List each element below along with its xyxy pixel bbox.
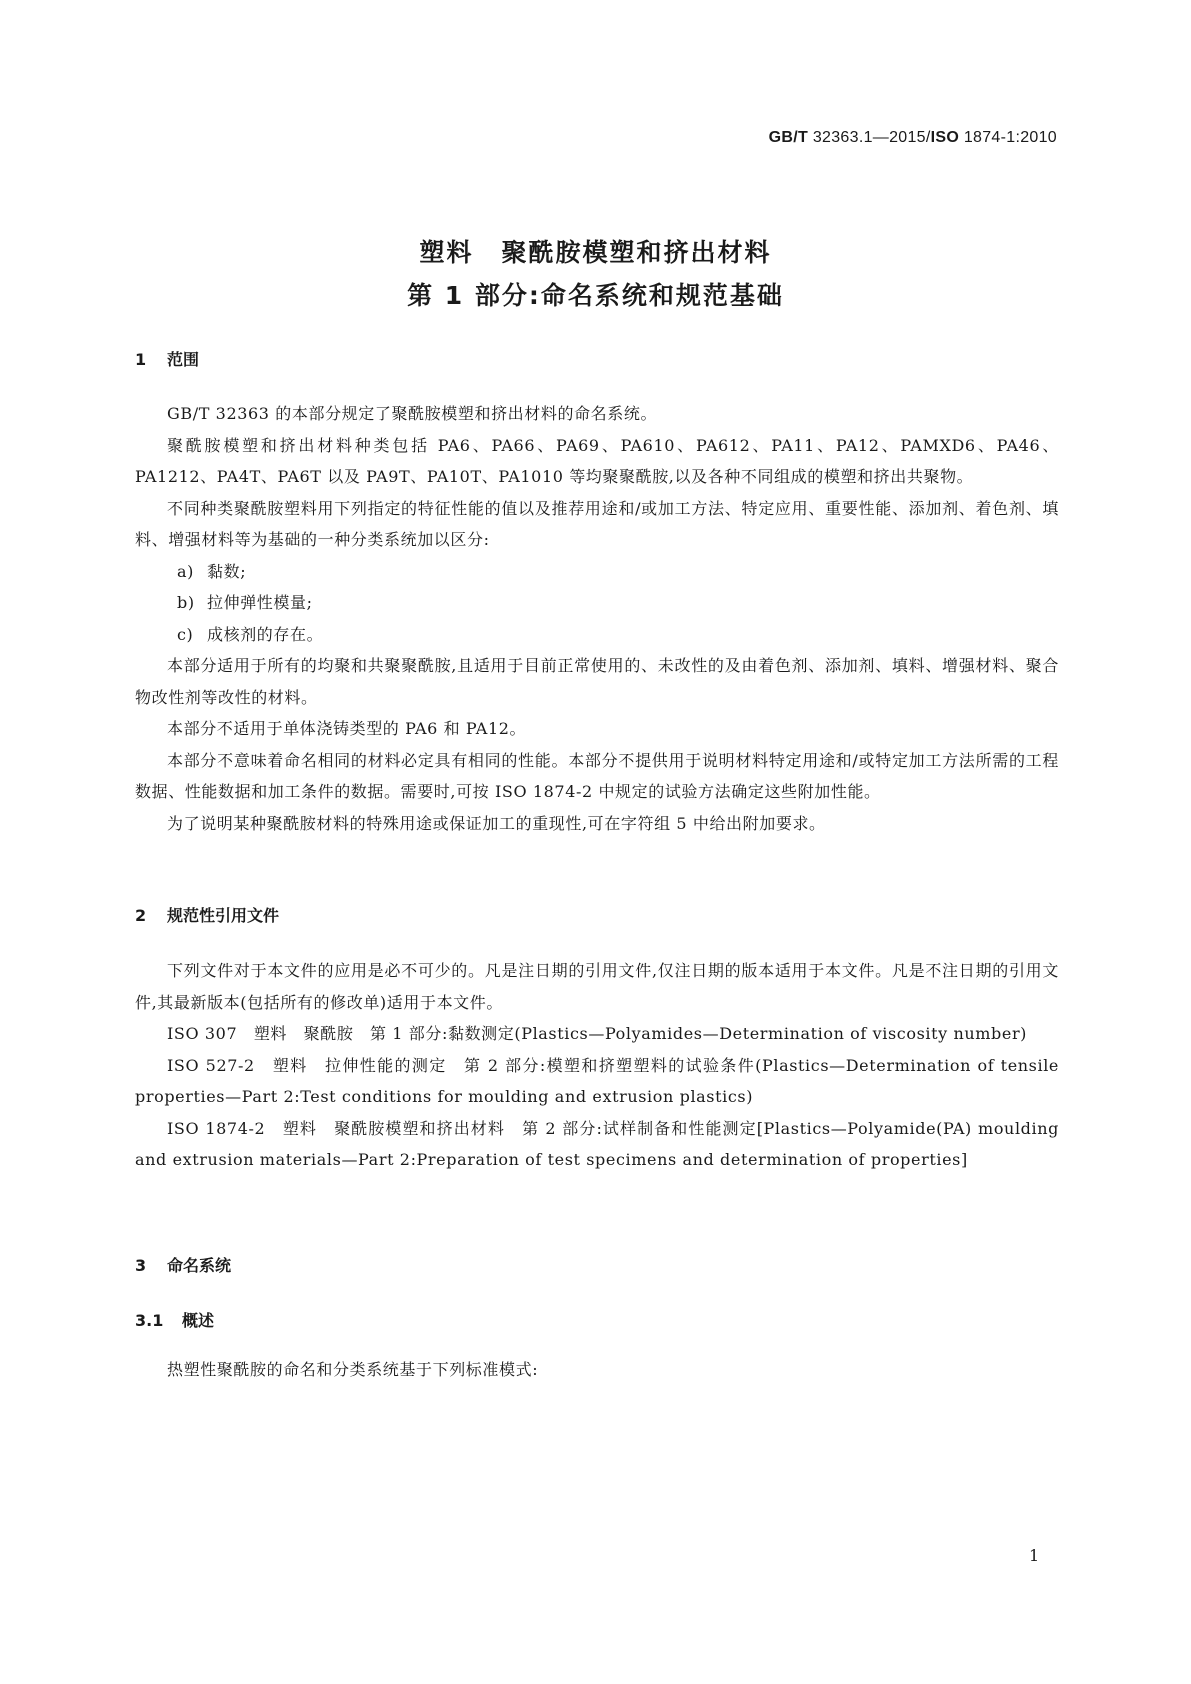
subsection-title: 概述: [182, 1311, 215, 1330]
std-number: 32363.1—2015/: [808, 129, 931, 146]
paragraph: 不同种类聚酰胺塑料用下列指定的特征性能的值以及推荐用途和/或加工方法、特定应用、重要性能、添加剂、着色剂、填料、增强材料等为基础的一种分类系统加以区分:: [135, 498, 1059, 549]
section-3-1-heading: [135, 1308, 214, 1331]
std-prefix: GB/T: [768, 129, 809, 146]
list-item: [135, 587, 1059, 619]
reference-item: ISO 307 塑料 聚酰胺 第 1 部分:黏数测定(Plastics—Polyamides—Determination of viscosity number): [167, 1024, 1028, 1043]
iso-number: 1874-1:2010: [959, 129, 1057, 146]
section-2-body: [135, 955, 1059, 1176]
document-title-line2: 第 1 部分:命名系统和规范基础: [407, 281, 784, 310]
paragraph: 为了说明某种聚酰胺材料的特殊用途或保证加工的重现性,可在字符组 5 中给出附加要求。: [167, 813, 826, 833]
list-item-text: 拉伸弹性模量;: [207, 593, 313, 612]
list-item: [135, 556, 1059, 588]
section-1-heading: [135, 347, 199, 370]
subsection-number: 3.1: [135, 1311, 164, 1330]
section-3-heading: [135, 1253, 231, 1276]
section-number: 1: [135, 350, 147, 369]
page-number: 1: [1029, 1546, 1040, 1565]
section-1-body: [135, 398, 1059, 839]
paragraph: 热塑性聚酰胺的命名和分类系统基于下列标准模式:: [167, 1360, 539, 1379]
paragraph: GB/T 32363 的本部分规定了聚酰胺模塑和挤出材料的命名系统。: [167, 404, 658, 423]
section-title: 规范性引用文件: [167, 906, 280, 925]
section-3-1-body: [135, 1354, 1059, 1386]
title-part2: 聚酰胺模塑和挤出材料: [501, 238, 772, 267]
list-item-label: a): [177, 561, 194, 581]
standard-code: [769, 129, 1057, 147]
document-title-line1: [0, 233, 1191, 269]
paragraph: 聚酰胺模塑和挤出材料种类包括 PA6、PA66、PA69、PA610、PA612、PA11、PA12、PAMXD6、PA46、PA1212、PA4T、PA6T 以及 PA9T、PA10T、PA1010 等均聚聚酰胺,以及各种不同组成的模塑和挤出共聚物。: [135, 435, 1059, 486]
list-item-label: b): [177, 593, 195, 612]
section-number: 2: [135, 906, 147, 925]
paragraph: 本部分适用于所有的均聚和共聚聚酰胺,且适用于目前正常使用的、未改性的及由着色剂、添加剂、填料、增强材料、聚合物改性剂等改性的材料。: [135, 656, 1059, 707]
list-item-text: 成核剂的存在。: [207, 624, 324, 644]
title-part1: 塑料: [419, 238, 474, 267]
section-title: 命名系统: [167, 1256, 232, 1275]
paragraph: 下列文件对于本文件的应用是必不可少的。凡是注日期的引用文件,仅注日期的版本适用于本文件。凡是不注日期的引用文件,其最新版本(包括所有的修改单)适用于本文件。: [135, 961, 1059, 1012]
reference-item: ISO 527-2 塑料 拉伸性能的测定 第 2 部分:模塑和挤塑塑料的试验条件(Plastics—Determination of tensile properties—Part 2:Test conditions for moulding and extrusion plastics): [135, 1055, 1059, 1106]
paragraph: 本部分不意味着命名相同的材料必定具有相同的性能。本部分不提供用于说明材料特定用途和/或特定加工方法所需的工程数据、性能数据和加工条件的数据。需要时,可按 ISO 1874-2 中规定的试验方法确定这些附加性能。: [135, 750, 1059, 801]
list-item: [135, 619, 1059, 651]
iso-prefix: ISO: [930, 129, 960, 146]
section-number: 3: [135, 1256, 147, 1275]
reference-item: ISO 1874-2 塑料 聚酰胺模塑和挤出材料 第 2 部分:试样制备和性能测定[Plastics—Polyamide(PA) moulding and extrusion materials—Part 2:Preparation of test specimens and determination of properties]: [135, 1118, 1059, 1169]
paragraph: 本部分不适用于单体浇铸类型的 PA6 和 PA12。: [167, 719, 527, 738]
list-item-text: 黏数;: [207, 561, 247, 581]
section-2-heading: [135, 903, 279, 926]
list-item-label: c): [177, 624, 194, 644]
section-title: 范围: [167, 350, 200, 369]
